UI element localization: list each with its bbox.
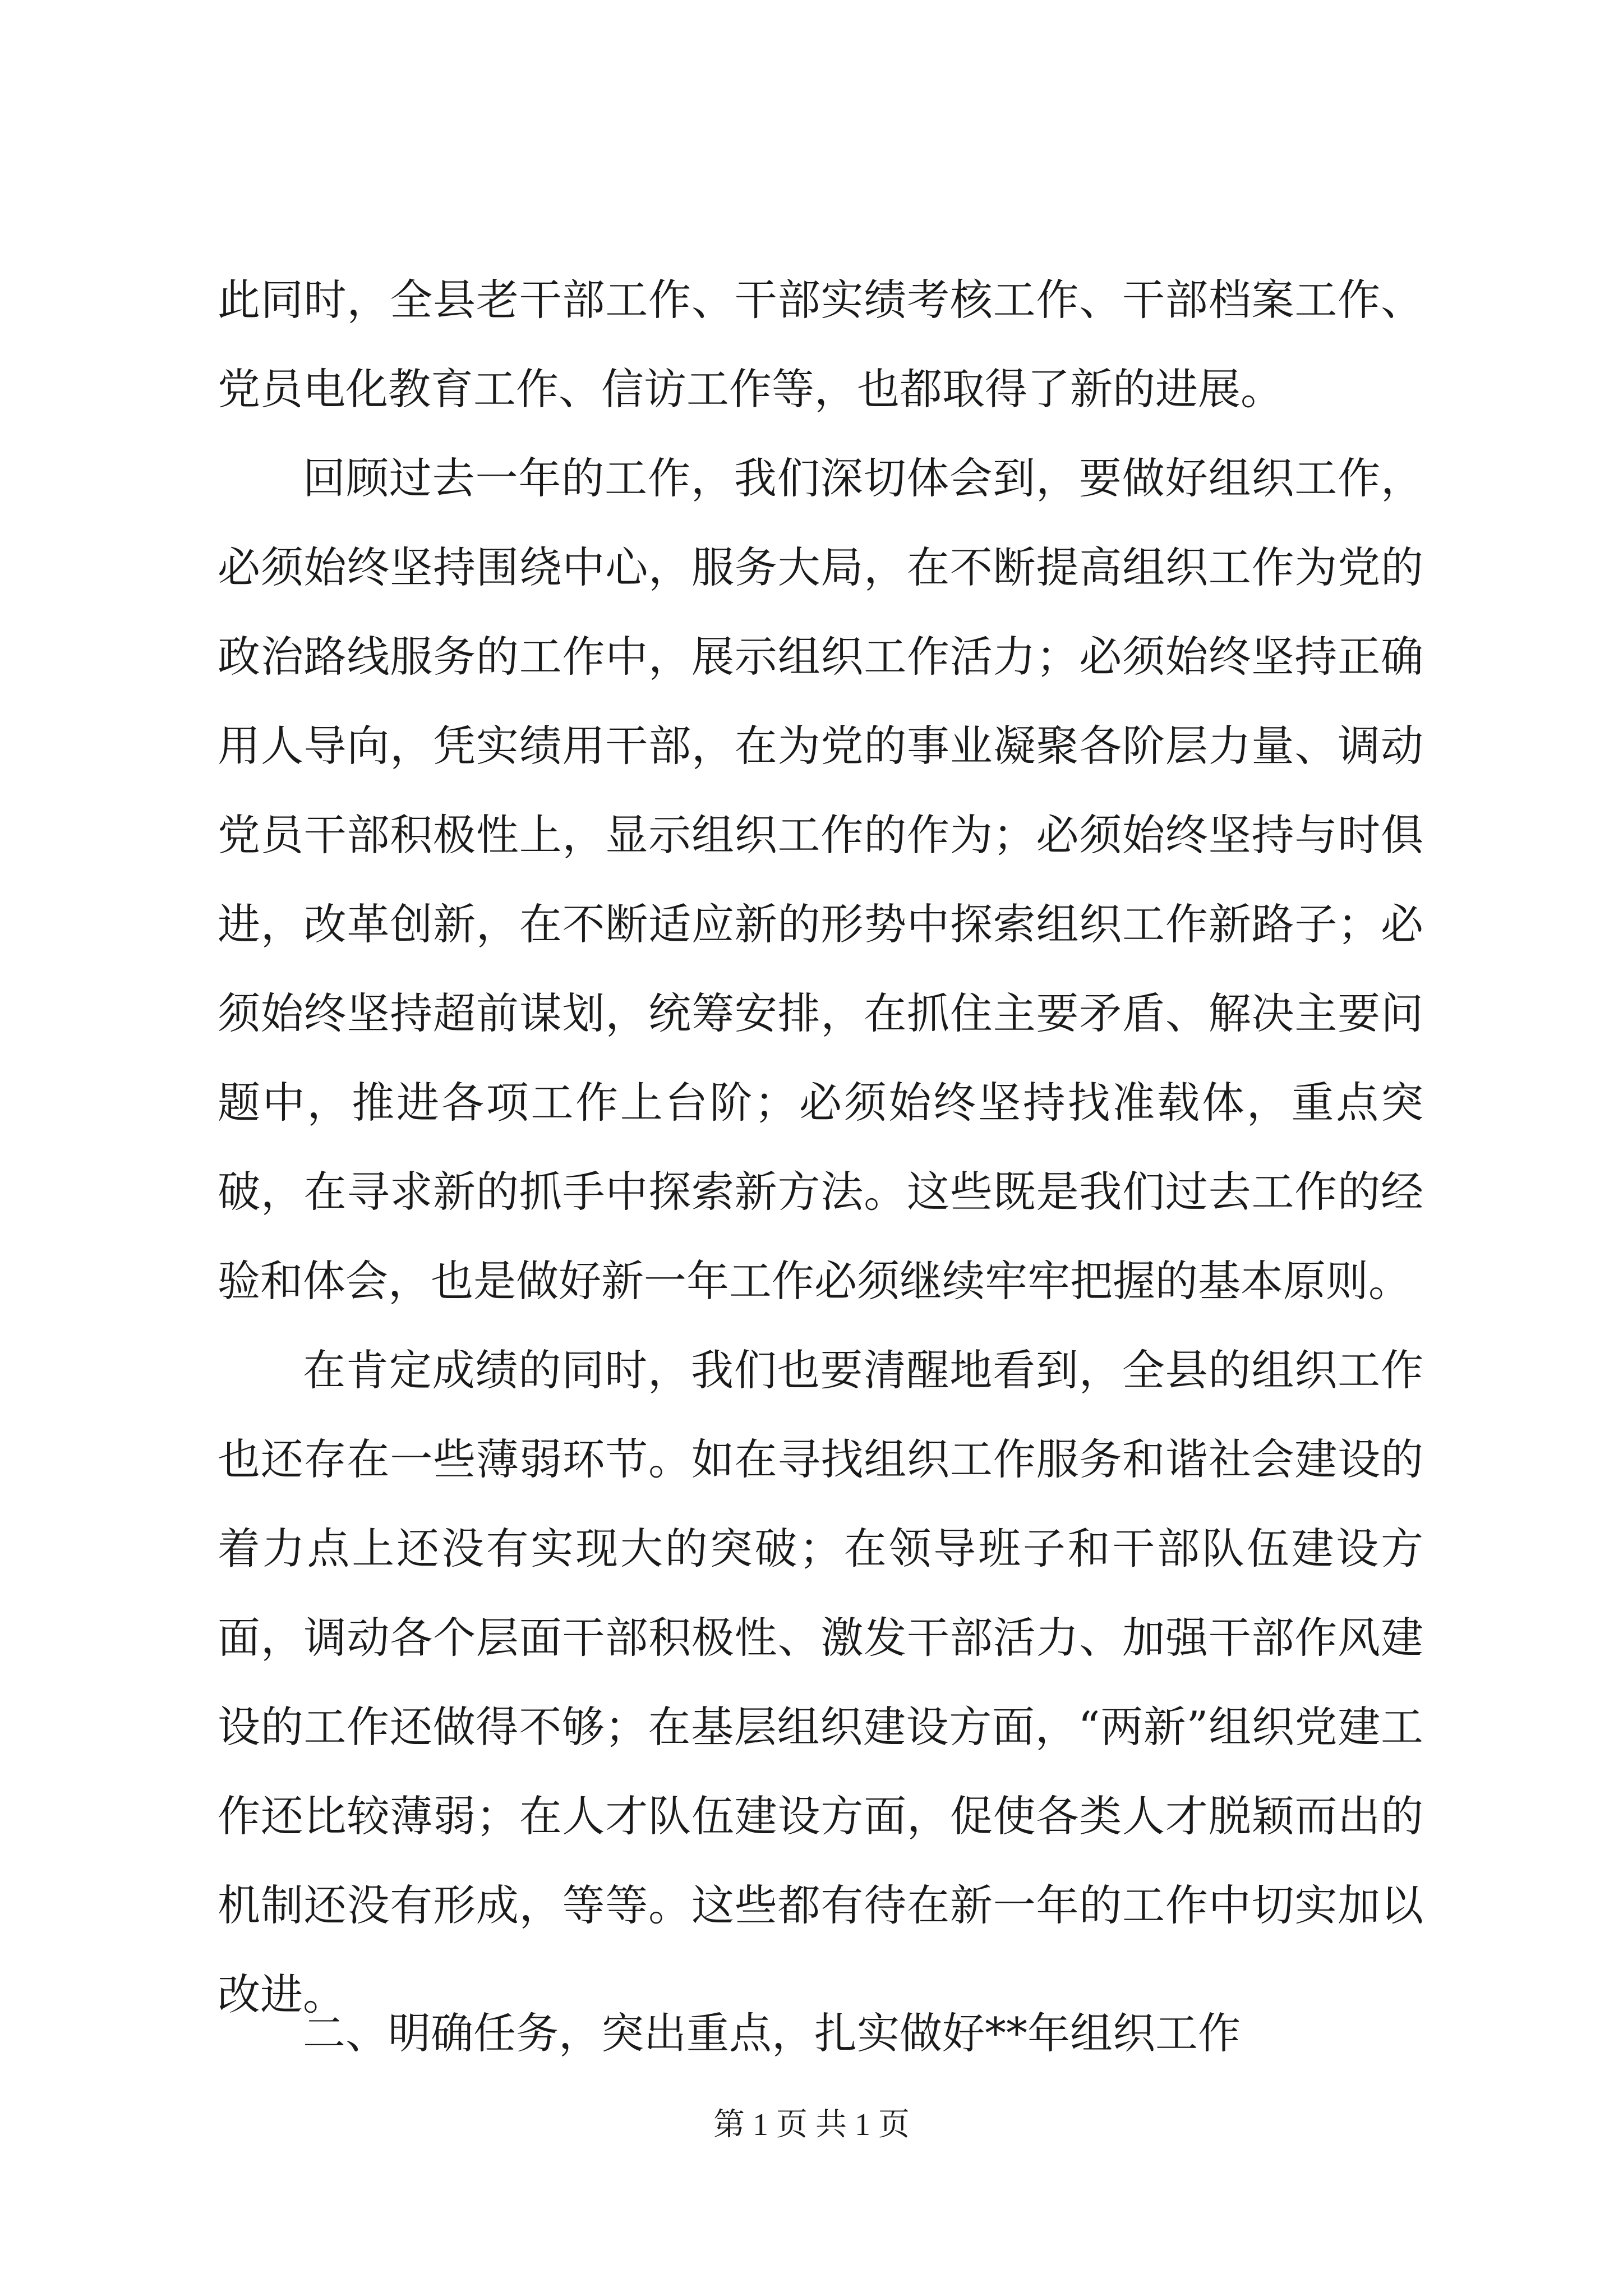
- page-footer: 第 1 页 共 1 页: [713, 2108, 910, 2142]
- document-body: [218, 255, 1423, 2039]
- paragraph-continuation: 此同时，全县老干部工作、干部实绩考核工作、干部档案工作、党员电化教育工作、信访工作等，也都取得了新的进展。: [218, 275, 1423, 414]
- section-heading: 二、明确任务，突出重点，扎实做好**年组织工作: [303, 2008, 1241, 2058]
- paragraph-weaknesses: 在肯定成绩的同时，我们也要清醒地看到，全县的组织工作也还存在一些薄弱环节。如在寻找组织工作服务和谐社会建设的着力点上还没有实现大的突破；在领导班子和干部队伍建设方面，调动各个层面干部积极性、激发干部活力、加强干部作风建设的工作还做得不够；在基层组织建设方面，“两新”组织党建工作还比较薄弱；在人才队伍建设方面，促使各类人才脱颖而出的机制还没有形成，等等。这些都有待在新一年的工作中切实加以改进。: [218, 1345, 1423, 2019]
- paragraph-review: 回顾过去一年的工作，我们深切体会到，要做好组织工作，必须始终坚持围绕中心，服务大局，在不断提高组织工作为党的政治路线服务的工作中，展示组织工作活力；必须始终坚持正确用人导向，凭实绩用干部，在为党的事业凝聚各阶层力量、调动党员干部积极性上，显示组织工作的作为；必须始终坚持与时俱进，改革创新，在不断适应新的形势中探索组织工作新路子；必须始终坚持超前谋划，统筹安排，在抓住主要矛盾、解决主要问题中，推进各项工作上台阶；必须始终坚持找准载体，重点突破，在寻求新的抓手中探索新方法。这些既是我们过去工作的经验和体会，也是做好新一年工作必须继续牢牢把握的基本原则。: [218, 453, 1423, 1306]
